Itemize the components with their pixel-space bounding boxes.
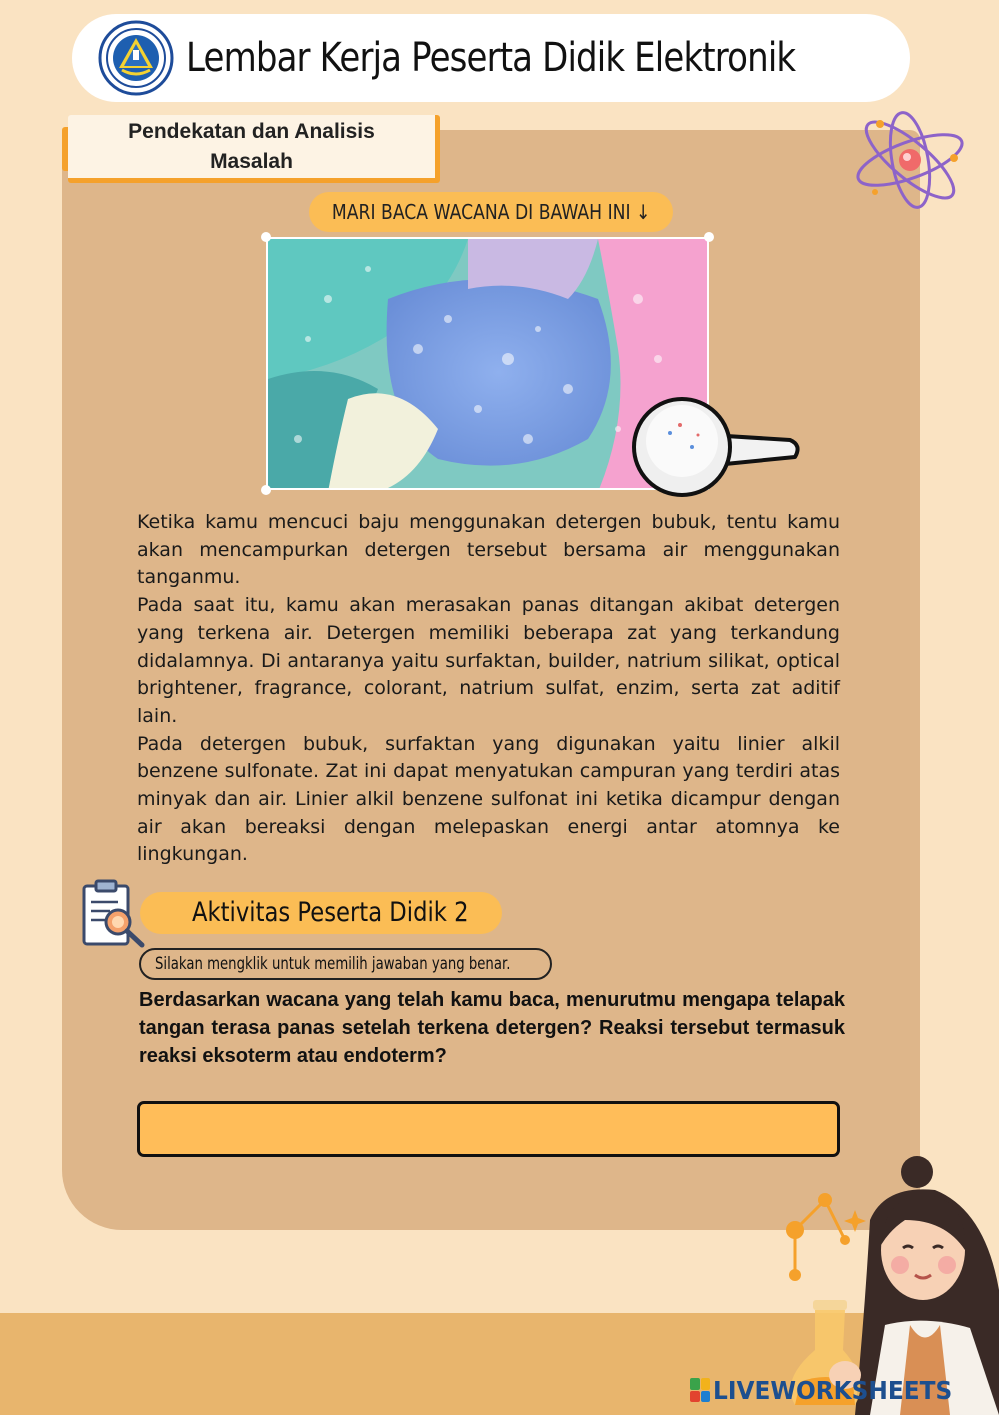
- frame-handle: [261, 485, 271, 495]
- section-title: Pendekatan dan Analisis Masalah: [128, 119, 375, 173]
- activity-title: Aktivitas Peserta Didik 2: [192, 897, 469, 928]
- page-title: Lembar Kerja Peserta Didik Elektronik: [186, 35, 796, 81]
- passage-paragraph: Ketika kamu mencuci baju menggunakan detergen bubuk, tentu kamu akan mencampurkan detergen tersebut bersama air menggunakan tanganmu.: [137, 511, 840, 589]
- liveworksheets-logo[interactable]: [690, 1374, 970, 1406]
- question-text: Berdasarkan wacana yang telah kamu baca, menurutmu mengapa telapak tangan terasa panas setelah terkena detergen? Reaksi tersebut termasuk reaksi eksoterm atau endoterm?: [139, 989, 845, 1067]
- reading-prompt: [309, 192, 673, 232]
- section-title-box: [68, 115, 440, 183]
- instruction-text: Silakan mengklik untuk memilih jawaban yang benar.: [155, 954, 511, 974]
- reading-passage: [137, 509, 840, 869]
- liveworksheets-brand: LIVEWORKSHEETS: [713, 1375, 953, 1405]
- instruction-pill: [139, 948, 552, 980]
- passage-paragraph: Pada detergen bubuk, surfaktan yang digunakan yaitu linier alkil benzene sulfonate. Zat ini dapat menyatukan campuran yang terdiri atas minyak dan air. Linier alkil benzene sulfonat ini ketika dicampur dengan air akan bereaksi dengan melepaskan energi antar atomnya ke lingkungan.: [137, 732, 840, 866]
- passage-paragraph: Pada saat itu, kamu akan merasakan panas ditangan akibat detergen yang terkena air. Detergen memiliki beberapa zat yang terkandung didalamnya. Di antaranya yaitu surfaktan, builder, natrium silikat, optical brightener, fragrance, colorant, natrium sulfat, enzim, serta zat aditif lain.: [137, 594, 840, 727]
- atom-icon: [850, 108, 970, 213]
- frame-handle: [704, 232, 714, 242]
- reading-prompt-text: MARI BACA WACANA DI BAWAH INI ↓: [331, 200, 651, 224]
- liveworksheets-grid-icon: [690, 1378, 710, 1402]
- frame-handle: [261, 232, 271, 242]
- school-crest-icon: [98, 20, 174, 96]
- clipboard-search-icon: [80, 878, 150, 950]
- answer-field[interactable]: [137, 1101, 840, 1157]
- detergent-scoop-icon: [630, 395, 805, 510]
